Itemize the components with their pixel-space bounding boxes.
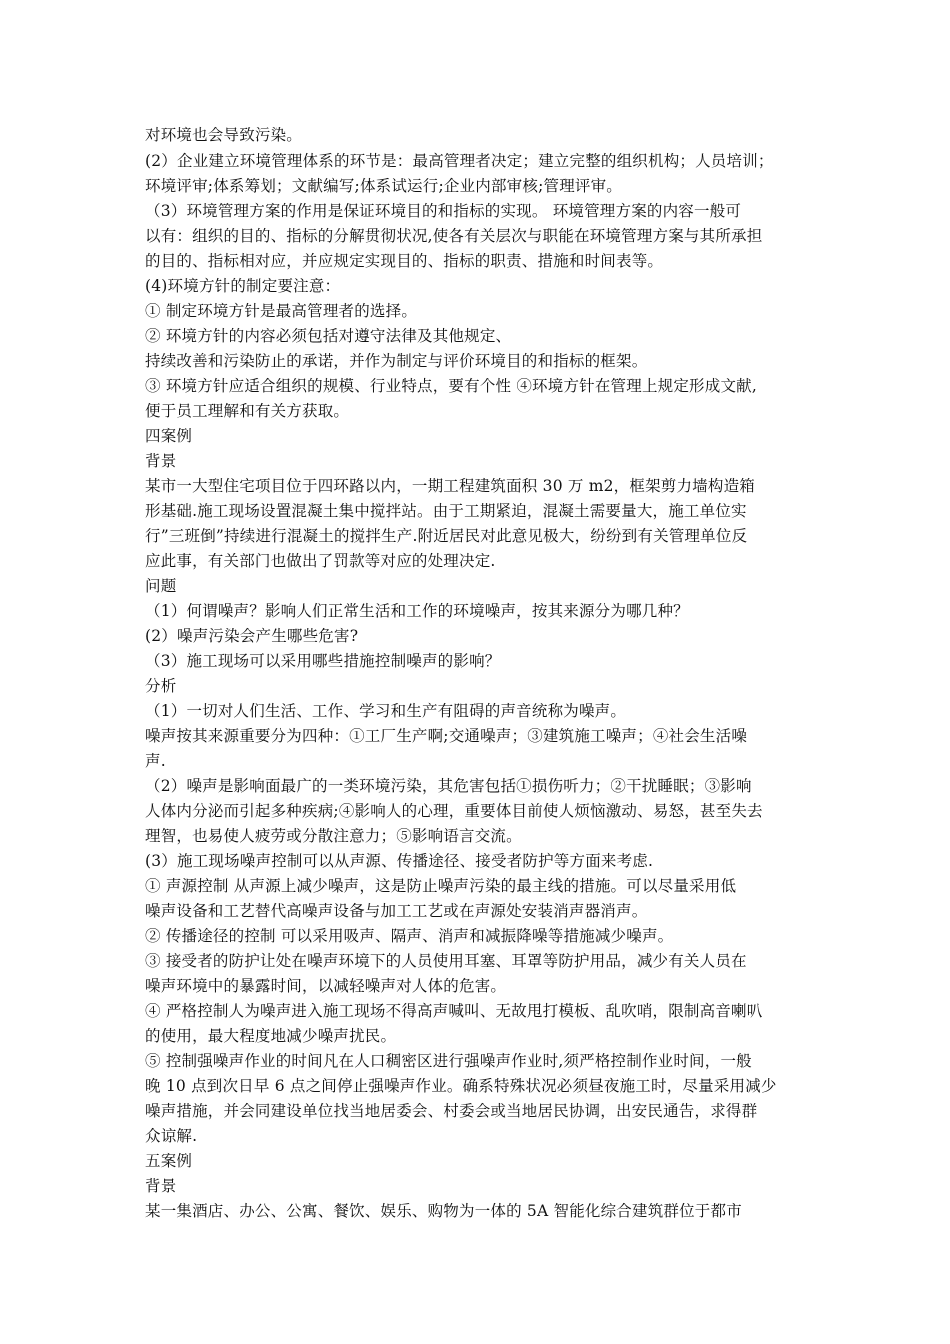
text-line: 噪声设备和工艺替代高噪声设备与加工工艺或在声源处安装消声器消声。 bbox=[145, 902, 648, 920]
text-line: 环境评审;体系筹划；文献编写;体系试运行;企业内部审核;管理评审。 bbox=[145, 177, 622, 195]
text-line: 形基础.施工现场设置混凝土集中搅拌站。由于工期紧迫，混凝土需要量大，施工单位实 bbox=[145, 502, 747, 520]
text-line: 的目的、指标相对应，并应规定实现目的、指标的职责、措施和时间表等。 bbox=[145, 252, 664, 270]
text-line: 声. bbox=[145, 752, 166, 770]
text-line: （1）何谓噪声？影响人们正常生活和工作的环境噪声，按其来源分为哪几种？ bbox=[145, 602, 689, 620]
subsection-heading: 分析 bbox=[145, 677, 177, 695]
text-line: ③ 接受者的防护让处在噪声环境下的人员使用耳塞、耳罩等防护用品，减少有关人员在 bbox=[145, 952, 747, 970]
text-line: ⑤ 控制强噪声作业的时间凡在人口稠密区进行强噪声作业时,须严格控制作业时间，一般 bbox=[145, 1052, 752, 1070]
subsection-heading: 背景 bbox=[145, 452, 177, 470]
text-line: 的使用，最大程度地减少噪声扰民。 bbox=[145, 1027, 397, 1045]
text-line: (4)环境方针的制定要注意： bbox=[145, 277, 341, 295]
text-line: 噪声措施，并会同建设单位找当地居委会、村委会或当地居民协调，出安民通告，求得群 bbox=[145, 1102, 758, 1120]
text-line: 晚 10 点到次日早 6 点之间停止强噪声作业。确系特殊状况必须昼夜施工时，尽量采用减少 bbox=[145, 1077, 777, 1095]
text-line: 某市一大型住宅项目位于四环路以内，一期工程建筑面积 30 万 m2，框架剪力墙构造箱 bbox=[145, 477, 755, 495]
text-line: ④ 严格控制人为噪声进入施工现场不得高声喊叫、无故甩打模板、乱吹哨，限制高音喇叭 bbox=[145, 1002, 763, 1020]
section-heading: 四案例 bbox=[145, 427, 193, 445]
subsection-heading: 问题 bbox=[145, 577, 177, 595]
text-line: (3）施工现场噪声控制可以从声源、传播途径、接受者防护等方面来考虑. bbox=[145, 852, 654, 870]
section-heading: 五案例 bbox=[145, 1152, 193, 1170]
text-line: 某一集酒店、办公、公寓、餐饮、娱乐、购物为一体的 5A 智能化综合建筑群位于都市 bbox=[145, 1202, 742, 1220]
text-line: （3）环境管理方案的作用是保证环境目的和指标的实现。 环境管理方案的内容一般可 bbox=[145, 202, 742, 220]
text-line: ① 制定环境方针是最高管理者的选择。 bbox=[145, 302, 418, 320]
text-line: ② 环境方针的内容必须包括对遵守法律及其他规定、 bbox=[145, 327, 512, 345]
text-line: （2）噪声是影响面最广的一类环境污染，其危害包括①损伤听力；②干扰睡眠；③影响 bbox=[145, 777, 752, 795]
text-line: 以有：组织的目的、指标的分解贯彻状况,使各有关层次与职能在环境管理方案与其所承担 bbox=[145, 227, 763, 245]
text-line: 理智，也易使人疲劳或分散注意力；⑤影响语言交流。 bbox=[145, 827, 522, 845]
text-line: 对环境也会导致污染。 bbox=[145, 126, 303, 144]
text-line: 人体内分泌而引起多种疾病;④影响人的心理，重要体目前使人烦恼激动、易怒，甚至失去 bbox=[145, 802, 763, 820]
text-line: 噪声按其来源重要分为四种：①工厂生产啊;交通噪声；③建筑施工噪声；④社会生活噪 bbox=[145, 727, 748, 745]
text-line: 应此事，有关部门也做出了罚款等对应的处理决定. bbox=[145, 552, 496, 570]
subsection-heading: 背景 bbox=[145, 1177, 177, 1195]
text-line: （1）一切对人们生活、工作、学习和生产有阻碍的声音统称为噪声。 bbox=[145, 702, 627, 720]
text-line: ① 声源控制 从声源上减少噪声，这是防止噪声污染的最主线的措施。可以尽量采用低 bbox=[145, 877, 737, 895]
text-line: （3）施工现场可以采用哪些措施控制噪声的影响？ bbox=[145, 652, 501, 670]
text-line: ③ 环境方针应适合组织的规模、行业特点，要有个性 ④环境方针在管理上规定形成文献, bbox=[145, 377, 757, 395]
text-line: (2）企业建立环境管理体系的环节是：最高管理者决定；建立完整的组织机构；人员培训； bbox=[145, 152, 774, 170]
text-line: ② 传播途径的控制 可以采用吸声、隔声、消声和减振降噪等措施减少噪声。 bbox=[145, 927, 674, 945]
text-line: 噪声环境中的暴露时间，以减轻噪声对人体的危害。 bbox=[145, 977, 507, 995]
text-line: 便于员工理解和有关方获取。 bbox=[145, 402, 350, 420]
text-line: (2）噪声污染会产生哪些危害? bbox=[145, 627, 359, 645]
text-line: 行”三班倒”持续进行混凝土的搅拌生产.附近居民对此意见极大，纷纷到有关管理单位反 bbox=[145, 527, 748, 545]
text-line: 众谅解. bbox=[145, 1127, 198, 1145]
text-line: 持续改善和污染防止的承诺，并作为制定与评价环境目的和指标的框架。 bbox=[145, 352, 648, 370]
